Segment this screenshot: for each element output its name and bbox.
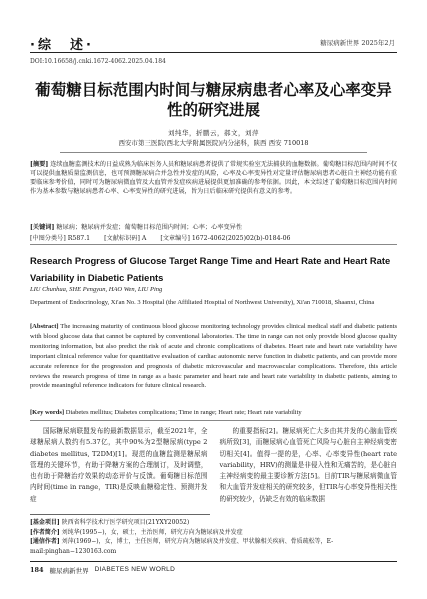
abstract-en-text: The increasing maturity of continuous blood glucose monitoring technology provides clinical medical staff and diabetic patients with blood glucose data that cannot be captured by conventional laboratories. The time in range can not only provide blood glucose quality monitoring information, but also predict the risk of acute and chronic complications of diabetes. Heart rate and heart rate variability have important clinical reference value for quantitative evaluation of cardiac autonomic nerve function in diabetic patients, and can provide more accurate reference for the progression and prognosis of diabetic microvascular and macrovascular complications. Therefore, this article reviews the research progress of time in range as a basic parameter and heart rate and heart rate variability in diabetic patients, aiming to provide meaningful reference indicators for future clinical research. [30,323,398,390]
body-column-left: 国际糖尿病联盟发布的最新数据显示，截至2021年，全球糖尿病人数约有5.37亿，其中90%为2型糖尿病(type 2 diabetes mellitus, T2DM)[1]。现范的血糖监测是糖尿病管理的关键环节，有助于降糖方案的合理制订，及时调整，也有助于降糖治疗效果的动态评价与反馈。葡萄糖目标范围内时间(time in range，TIR)是反映血糖稳定性、预测并发症 [30,427,208,503]
page-footer [30,566,175,575]
corresponding-label: [通信作者] [30,538,60,545]
clc-number: [中图分类号] R587.1 [30,235,91,242]
section-label: ·综 述· [30,38,94,53]
corresponding-text: 刘萍(1969−)，女，博士，主任医师，研究方向为糖尿病及并发症、甲状腺相关疾病、骨质疏松等，E-mail:pinghan−1230163.com [30,538,334,555]
affiliation-en: Department of Endocrinology, Xi'an No. 3 Hospital (the Affiliated Hospital of Northwest University), Xi'an 710018, Shaanxi, China [30,299,375,306]
divider [30,420,397,421]
author-bio-label: [作者简介] [30,528,60,536]
abstract-cn [30,160,397,196]
body-text [30,426,397,505]
abstract-en [30,322,397,391]
journal-info: 糖尿病新世界 2025年2月 [320,39,395,47]
footer-journal-cn: 糖尿病新世界 [49,567,89,575]
funding-text: 陕西省科学技术厅医学研究项目(21YXY20052) [61,519,190,526]
abstract-en-label: [Abstract] [30,323,59,330]
keywords-cn-text: 糖尿病；糖尿病并发症；葡萄糖目标范围内时间；心率；心率变异性 [56,224,243,231]
doi-line: DOI:10.16658/j.cnki.1672-4062.2025.04.184 [30,58,166,65]
keywords-en-label: [Key words] [30,409,65,416]
title-en: Research Progress of Glucose Target Range Time and Heart Rate and Heart Rate Variability in Diabetic Patients [30,255,391,283]
author-bio-line [30,528,397,538]
footnote-rule [30,514,210,515]
abstract-cn-text: 连续血糖监测技术的日益成熟为临床医务人员和糖尿病患者提供了常规实验室无法捕获的血糖数据。葡萄糖目标范围内时间不仅可以提供血糖质量监测信息，也可预测糖尿病合并急性并发症的风险，心率及心率变异性对定量评估糖尿病患者心脏自主神经功能有重要临床参考价值，同时可为糖尿病微血管及大血管并发症疾病进展提供更加准确的参考依据。因此，本文综述了葡萄糖目标范围内时间作为基本参数与糖尿病患者心率、心率变异性的研究进展，旨为日后临床研究提供有意义的参考。 [30,161,398,195]
keywords-cn [30,222,397,231]
divider [30,244,397,245]
keywords-en [30,409,397,416]
keywords-en-text: Diabetes mellitus; Diabetes complications; Time in range; Heart rate; Heart rate variability [65,409,302,416]
author-bio-text: 刘纯华(1995−)，女，硕士，主治医师，研究方向为糖尿病及并发症 [61,528,243,536]
affiliation-cn: 西安市第三医院(西北大学附属医院)内分泌科，陕西 西安 710018 [118,139,309,147]
article-number: [文章编号] 1672-4062(2025)02(b)-0184-06 [160,235,291,242]
header-rule [30,52,397,53]
divider [60,152,367,153]
authors-en: LIU Chunhua, SHE Pengyun, HAO Wen, LIU Ping [30,286,163,293]
footer-rule [30,561,397,562]
keywords-cn-label: [关键词] [30,224,55,231]
authors-cn: 刘纯华，折鹏云，郝文，刘萍 [168,129,259,137]
funding-label: [基金项目] [30,519,60,526]
document-code: [文献标识码] A [104,235,147,242]
body-column-right: 的重要指标[2]。糖尿病死亡大多由其并发的心脑血管疾病所致[3]，而糖尿病心血管死亡风险与心脏自主神经病变密切相关[4]。值得一提的是，心率、心率变异性(heart rate variability，HRV)的测量是非侵入性和无痛苦的，是心脏自主神经病变的最主要诊断方法[5]。目前TIR与糖尿病微血管和大血管并发症相关的研究较多，但TIR与心率变异性相关性的研究较少，仍缺乏有效的临床数据 [219,427,397,503]
classification-cn [30,233,397,242]
footnotes [30,518,397,556]
title-cn: 葡萄糖目标范围内时间与糖尿病患者心率及心率变异性的研究进展 [35,81,392,119]
page-number: 184 [30,566,44,574]
abstract-cn-label: [摘要] [30,161,49,168]
footer-journal-en: DIABETES NEW WORLD [94,566,176,573]
funding-line [30,518,397,528]
corresponding-author-line [30,537,397,556]
